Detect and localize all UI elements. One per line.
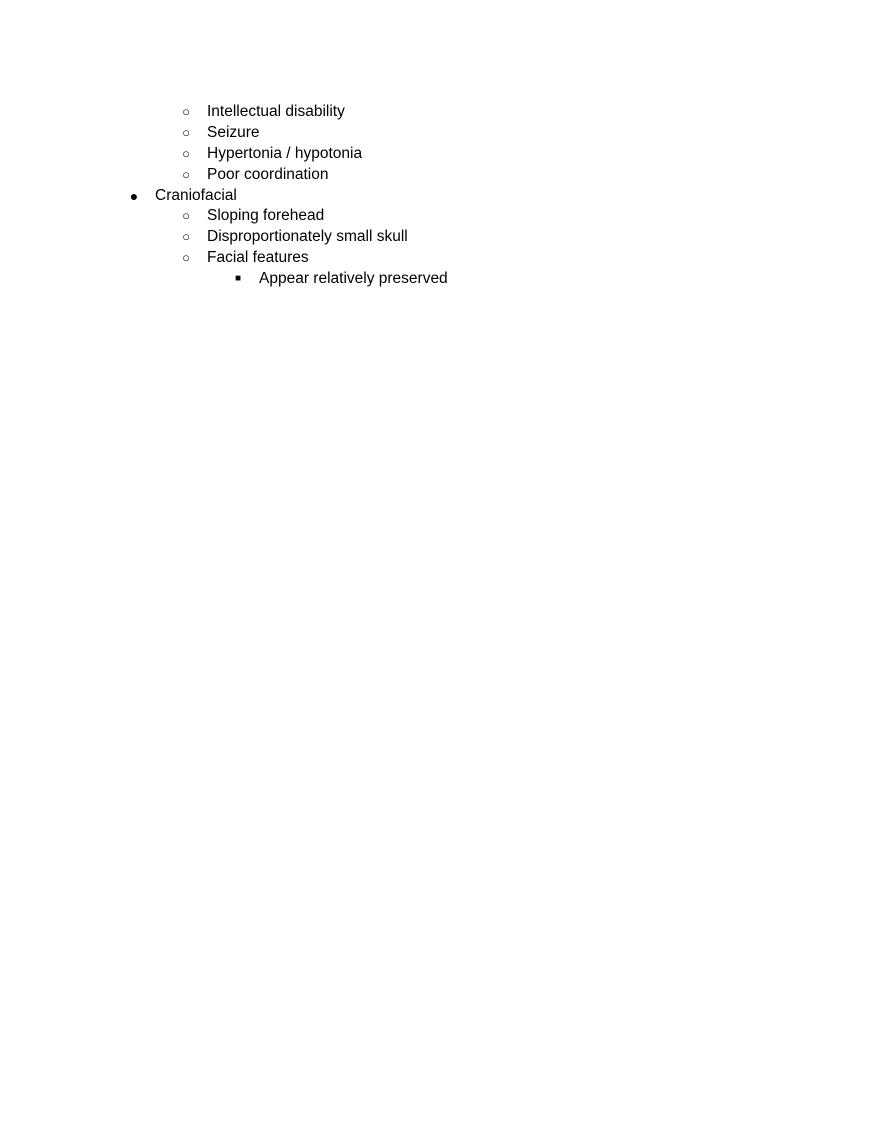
list-item-text: Poor coordination [207,165,329,183]
hollow-circle-bullet-icon: ○ [182,104,190,119]
list-item [0,269,880,290]
list-item-text: Craniofacial [155,186,237,204]
list-item [0,227,880,248]
list-item-text: Appear relatively preserved [259,270,448,288]
list-item-text: Intellectual disability [207,103,345,120]
list-item-text: Seizure [207,123,260,141]
hollow-circle-bullet-icon: ○ [182,229,190,245]
list-item [0,102,880,123]
hollow-circle-bullet-icon: ○ [182,124,190,140]
list-item-text: Facial features [207,249,309,267]
filled-square-bullet-icon: ■ [234,273,242,285]
hollow-circle-bullet-icon: ○ [182,166,190,182]
list-item [0,144,880,165]
hollow-circle-bullet-icon: ○ [182,145,190,161]
list-item [0,165,880,186]
hollow-circle-bullet-icon: ○ [182,208,190,224]
bullet-list [0,102,880,290]
list-item [0,123,880,144]
list-item-text: Disproportionately small skull [207,228,408,246]
hollow-circle-bullet-icon: ○ [182,250,190,266]
list-item-text: Sloping forehead [207,207,325,225]
list-item [0,186,880,207]
list-item [0,206,880,227]
filled-circle-bullet-icon: ● [129,187,139,204]
list-item [0,248,880,269]
list-item-text: Hypertonia / hypotonia [207,144,363,162]
